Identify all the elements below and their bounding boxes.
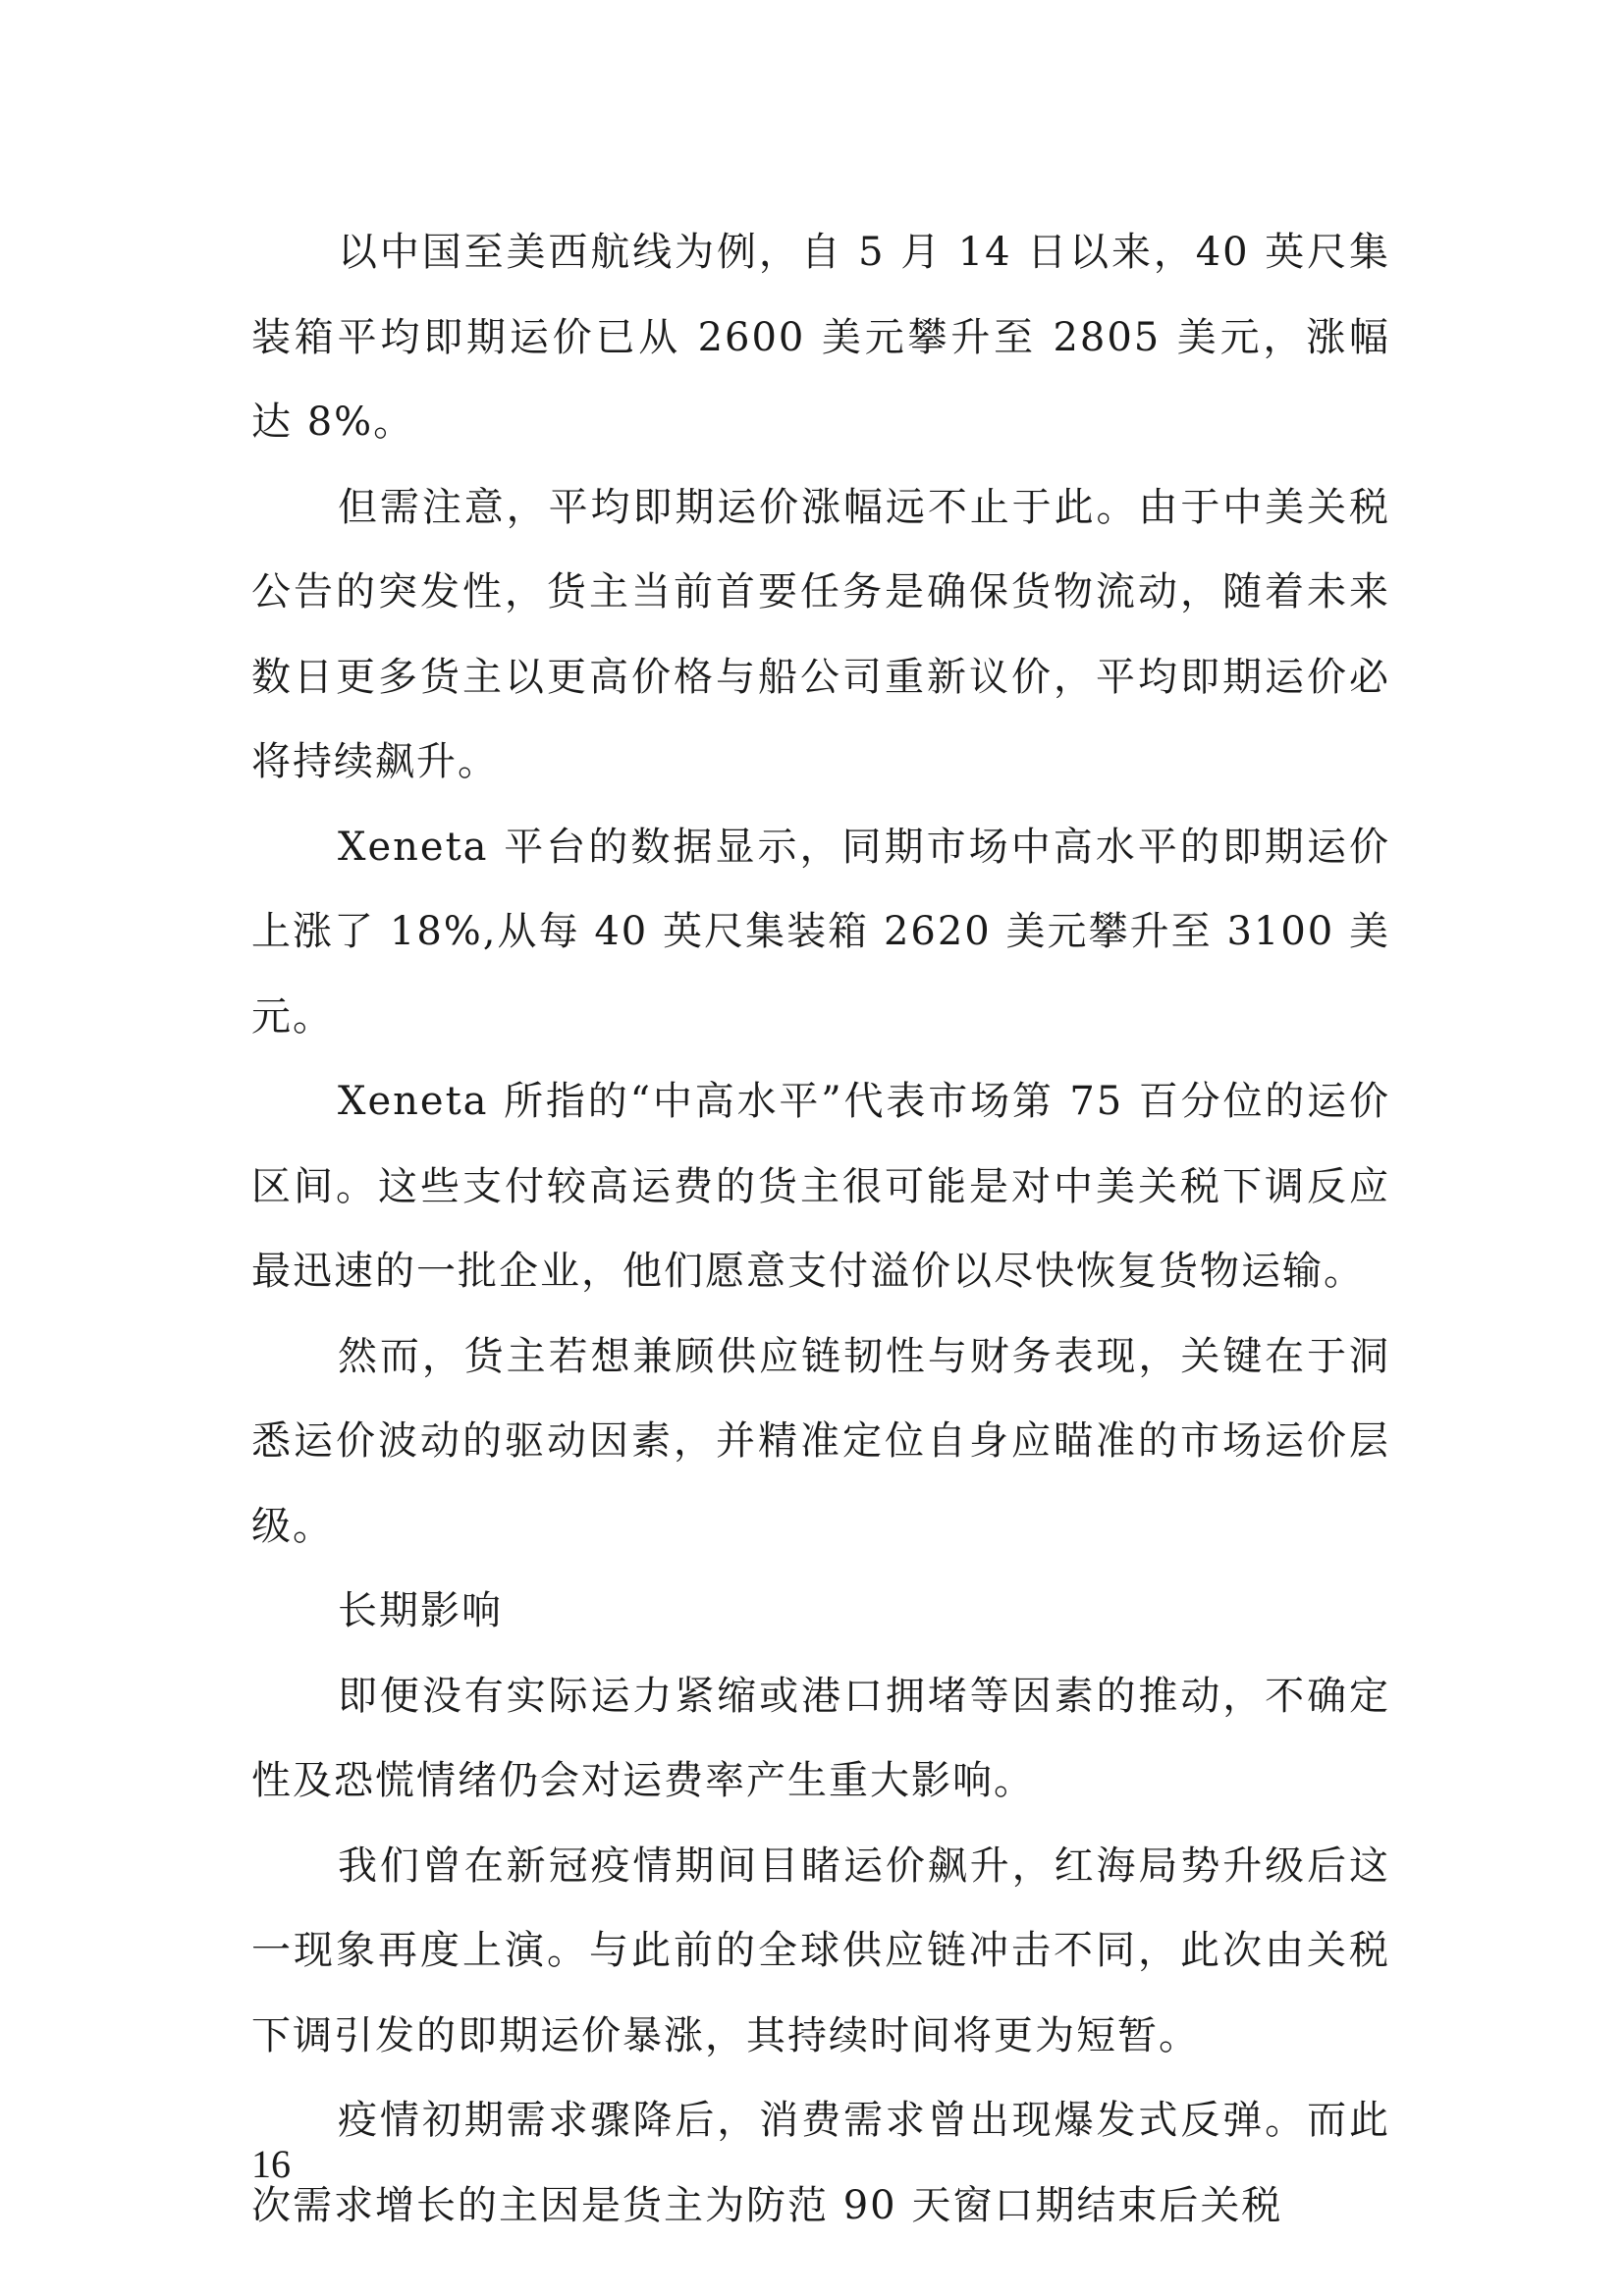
- body-text: [251, 210, 1390, 2248]
- paragraph-2: 但需注意，平均即期运价涨幅远不止于此。由于中美关税公告的突发性，货主当前首要任务是确保货物流动，随着未来数日更多货主以更高价格与船公司重新议价，平均即期运价必将持续飙升。: [251, 484, 1390, 784]
- paragraph-8: 疫情初期需求骤降后，消费需求曾出现爆发式反弹。而此次需求增长的主因是货主为防范 90 天窗口期结束后关税: [251, 2098, 1390, 2228]
- paragraph-5: 然而，货主若想兼顾供应链韧性与财务表现，关键在于洞悉运价波动的驱动因素，并精准定位自身应瞄准的市场运价层级。: [251, 1333, 1390, 1549]
- paragraph-4: Xeneta 所指的“中高水平”代表市场第 75 百分位的运价区间。这些支付较高运费的货主很可能是对中美关税下调反应最迅速的一批企业，他们愿意支付溢价以尽快恢复货物运输。: [251, 1079, 1390, 1294]
- paragraph-3: Xeneta 平台的数据显示，同期市场中高水平的即期运价上涨了 18%,从每 40 英尺集装箱 2620 美元攀升至 3100 美元。: [251, 824, 1390, 1040]
- section-heading: 长期影响: [338, 1588, 503, 1633]
- paragraph-6: 即便没有实际运力紧缩或港口拥堵等因素的推动，不确定性及恐慌情绪仍会对运费率产生重大影响。: [251, 1673, 1390, 1803]
- paragraph-1: 以中国至美西航线为例，自 5 月 14 日以来，40 英尺集装箱平均即期运价已从 2600 美元攀升至 2805 美元，涨幅达 8%。: [251, 230, 1390, 445]
- paragraph-7: 我们曾在新冠疫情期间目睹运价飙升，红海局势升级后这一现象再度上演。与此前的全球供应链冲击不同，此次由关税下调引发的即期运价暴涨，其持续时间将更为短暂。: [251, 1842, 1390, 2058]
- page-number: 16: [251, 2142, 291, 2186]
